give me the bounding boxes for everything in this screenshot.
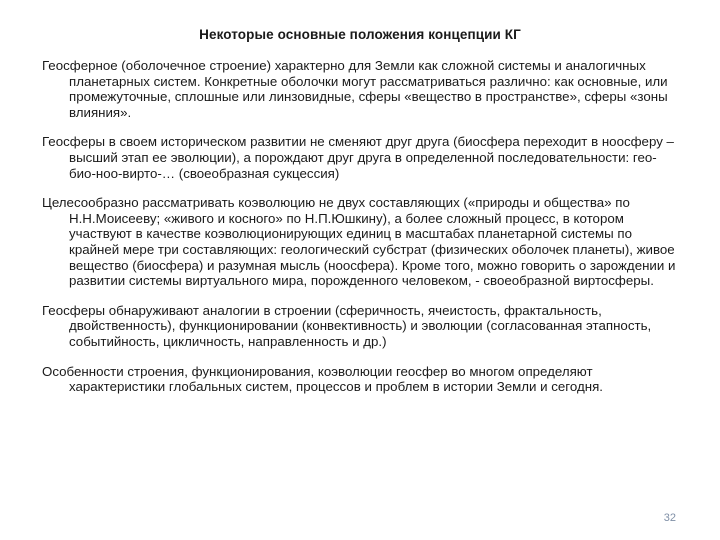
paragraph-geosphere-structure: Геосферное (оболочечное строение) характерно для Земли как сложной системы и аналогичных планетарных систем. Конкретные оболочки могут рассматриваться различно: как основные, или промежуточные, сплошные или линзовидные, сферы «вещество в пространстве», сферы «зоны влияния». xyxy=(42,58,668,120)
paragraph-geosphere-development: Геосферы в своем историческом развитии не сменяют друг друга (биосфера переходит в ноосферу – высший этап ее эволюции), а порождают друг друга в определенной последовательности: гео-био-ноо-вирто-… (своеобразная сукцессия) xyxy=(42,134,674,181)
slide-title: Некоторые основные положения концепции КГ xyxy=(199,27,521,42)
slide-body xyxy=(42,58,682,409)
paragraph-coevolution: Целесообразно рассматривать коэволюцию не двух составляющих («природы и общества» по Н.Н.Моисееву; «живого и косного» по Н.П.Юшкину), а более сложный процесс, в котором участвуют в качестве коэволюционирующих единиц в масштабах планетарной системы по крайней мере три составляющих: геологический субстрат (физических оболочек планеты), живое вещество (биосфера) и разумная мысль (ноосфера). Кроме того, можно говорить о зарождении и развитии системы виртуального мира, порожденного человеком, - своеобразной виртосферы. xyxy=(42,195,676,289)
page-number: 32 xyxy=(663,512,676,524)
paragraph-global-systems: Особенности строения, функционирования, коэволюции геосфер во многом определяют характеристики глобальных систем, процессов и проблем в истории Земли и сегодня. xyxy=(42,363,603,395)
paragraph-analogies: Геосферы обнаруживают аналогии в строении (сферичность, ячеистость, фрактальность, двойственность), функционировании (конвективность) и эволюции (согласованная этапность, событийность, цикличность, направленность и др.) xyxy=(42,302,652,349)
